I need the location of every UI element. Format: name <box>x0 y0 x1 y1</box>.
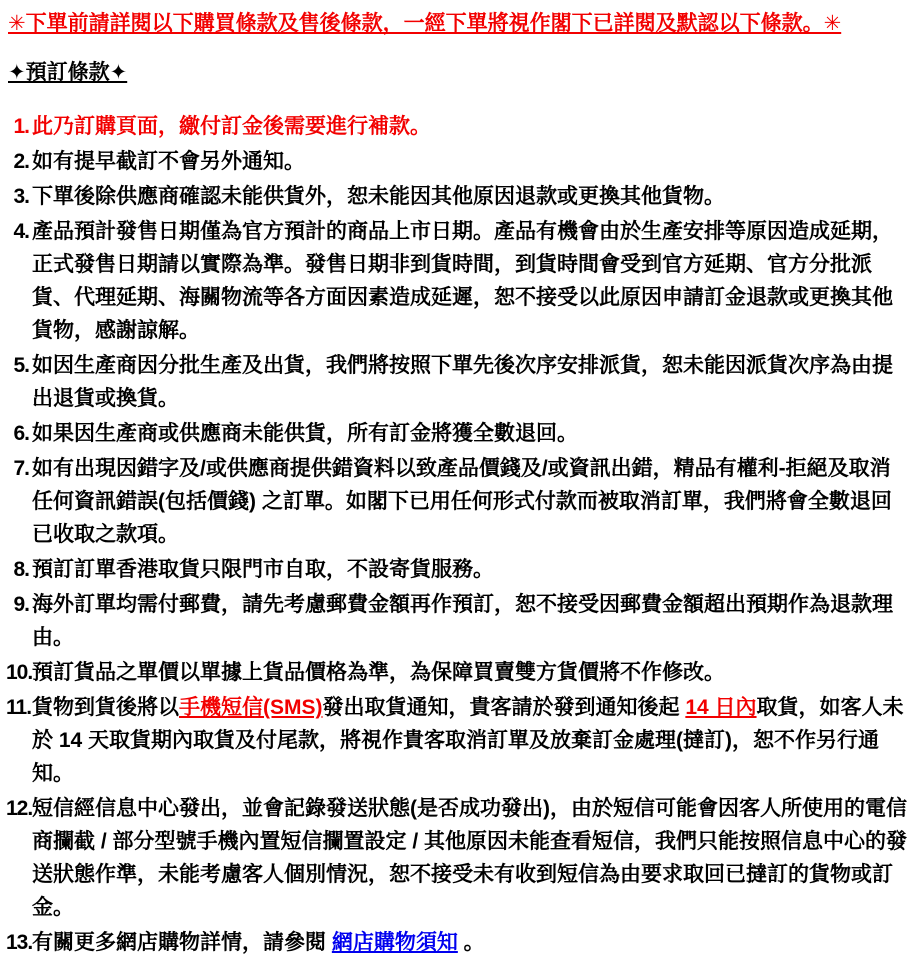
term-item <box>6 349 907 415</box>
term-text: 如有提早截訂不會另外通知。 <box>32 150 305 173</box>
term-text: 預訂訂單香港取貨只限門市自取，不設寄貨服務。 <box>32 558 494 581</box>
term-item <box>6 145 907 178</box>
term-text: 取貨，如客人未於 14 天取貨期內取貨及付尾款，將視作貴客取消訂單及放棄訂金處理(撻訂)，恕不作另行通知。 <box>32 696 904 785</box>
term-number: 5. <box>13 354 29 377</box>
term-item <box>6 792 907 924</box>
term-number: 10. <box>6 661 33 684</box>
term-text: 發出取貨通知，貴客請於發到通知後起 <box>322 696 686 719</box>
term-text: 有關更多網店購物詳情，請參閱 <box>32 931 332 954</box>
term-text: 如有出現因錯字及/或供應商提供錯資料以致產品價錢及/或資訊出錯，精品有權利-拒絕及取消任何資訊錯誤(包括價錢) 之訂單。如閣下已用任何形式付款而被取消訂單，我們將會全數退回已收取之款項。 <box>32 457 892 546</box>
term-text: 手機短信(SMS) <box>179 696 323 719</box>
term-text: 產品預計發售日期僅為官方預計的商品上市日期。產品有機會由於生產安排等原因造成延期，正式發售日期請以實際為準。發售日期非到貨時間，到貨時間會受到官方延期、官方分批派貨、代理延期、海關物流等各方面因素造成延遲，恕不接受以此原因申請訂金退款或更換其他貨物，感謝諒解。 <box>32 220 893 342</box>
term-number: 1. <box>13 115 29 138</box>
term-text: 短信經信息中心發出，並會記錄發送狀態(是否成功發出)，由於短信可能會因客人所使用的電信商攔截 / 部分型號手機內置短信攔置設定 / 其他原因未能查看短信，我們只能按照信息中心的發送狀態作準，未能考慮客人個別情況，恕不接受未有收到短信為由要求取回已撻訂的貨物或訂金。 <box>32 797 908 919</box>
term-text: 如因生產商因分批生產及出貨，我們將按照下單先後次序安排派貨，恕未能因派貨次序為由提出退貨或換貨。 <box>32 354 893 410</box>
term-item <box>6 417 907 450</box>
term-item <box>6 926 907 959</box>
store-shopping-guide-link[interactable]: 網店購物須知 <box>331 931 458 954</box>
term-number: 4. <box>13 220 29 243</box>
preorder-terms-title: ✦預訂條款✦ <box>8 61 128 84</box>
term-item <box>6 588 907 654</box>
term-item <box>6 180 907 213</box>
term-item <box>6 110 907 143</box>
term-item <box>6 553 907 586</box>
term-item <box>6 656 907 689</box>
term-number: 2. <box>13 150 29 173</box>
term-text: 。 <box>457 931 485 954</box>
term-number: 9. <box>13 593 29 616</box>
term-number: 11. <box>6 696 32 719</box>
purchase-notice-header: ✳下單前請詳閱以下購買條款及售後條款，一經下單將視作閣下已詳閱及默認以下條款。✳ <box>8 12 842 35</box>
term-text: 預訂貨品之單價以單據上貨品價格為準，為保障買賣雙方貨價將不作修改。 <box>32 661 725 684</box>
term-text: 下單後除供應商確認未能供貨外，恕未能因其他原因退款或更換其他貨物。 <box>32 185 725 208</box>
term-item <box>6 691 907 790</box>
term-item <box>6 452 907 551</box>
term-text: 貨物到貨後將以 <box>32 696 179 719</box>
term-number: 7. <box>13 457 29 480</box>
term-text: 如果因生產商或供應商未能供貨，所有訂金將獲全數退回。 <box>32 422 578 445</box>
term-number: 12. <box>6 797 33 820</box>
term-text: 此乃訂購頁面，繳付訂金後需要進行補款。 <box>32 115 431 138</box>
term-number: 3. <box>13 185 29 208</box>
term-text: 海外訂單均需付郵費，請先考慮郵費金額再作預訂，恕不接受因郵費金額超出預期作為退款理由。 <box>32 593 893 649</box>
term-text: 14 日內 <box>685 696 757 719</box>
term-number: 13. <box>6 931 33 954</box>
term-number: 8. <box>13 558 29 581</box>
terms-list <box>6 110 909 959</box>
term-item <box>6 215 907 347</box>
term-number: 6. <box>13 422 29 445</box>
